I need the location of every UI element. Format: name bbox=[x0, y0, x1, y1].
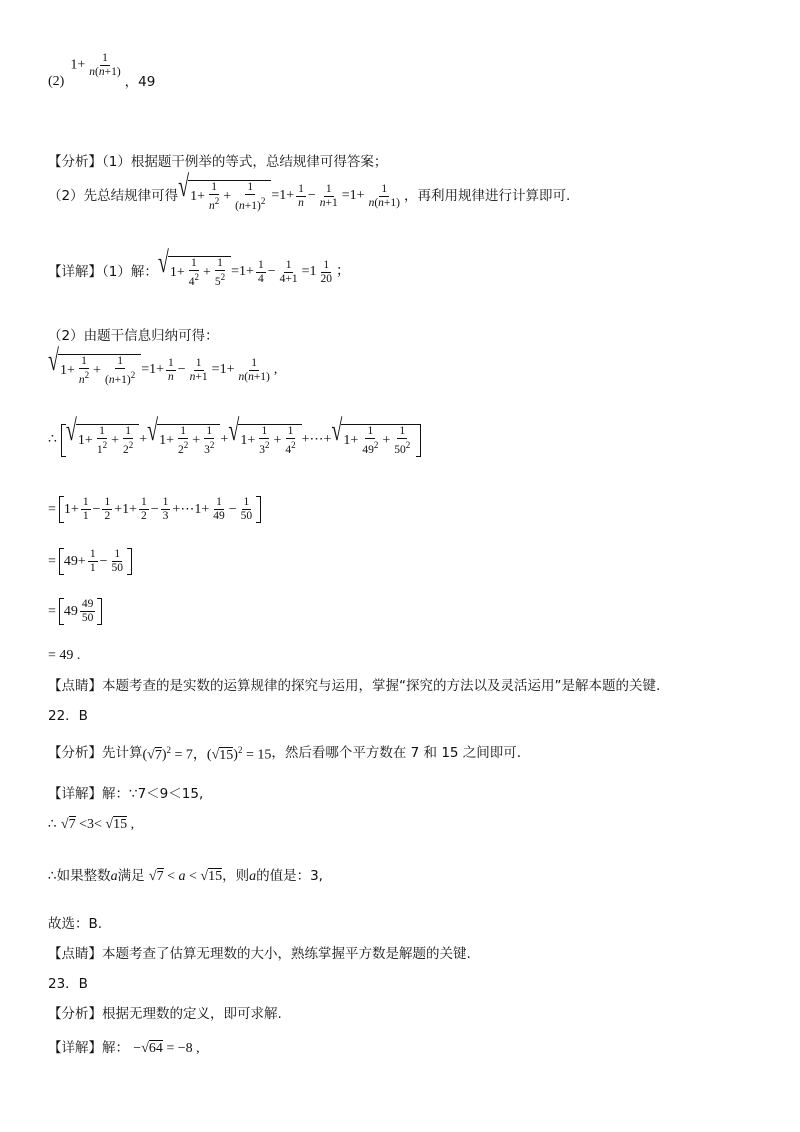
detail-23: 【详解】解： −√64 = −8 , bbox=[48, 1040, 200, 1056]
sum-result: = 49 . bbox=[48, 648, 81, 663]
detail-2-intro: （2）由题干信息归纳可得： bbox=[48, 328, 219, 344]
detail-1: 【详解】（1）解： √ 1+ $\frac{1}{4^2}$ + $\frac{1}{5^2}$ =1+ $\frac{1}{4}$ − $\frac{1}{4+1}$ =1 $\frac{1}{20}$ ； bbox=[48, 246, 350, 288]
detail-22-a: 【详解】解：∵7＜9＜15, bbox=[48, 786, 204, 802]
sum-step-3: = 49 $\frac{49}{50}$ bbox=[48, 598, 102, 625]
question-22-answer: 22．B bbox=[48, 708, 88, 724]
question-23-answer: 23．B bbox=[48, 976, 88, 992]
sum-expression: ∴ √ 1+ $\frac{1}{1^2}$ + $\frac{1}{2^2}$ + √ 1+ $\frac{1}{2^2}$ + $\frac{1}{3^2}$ + √ 1+ $\frac{1}{3^2}$ + $\frac{1}{4^2}$ +⋯+ √ 1+ $\frac{1}{49^2}$ + $\frac{1}{50^2}$ bbox=[48, 424, 421, 457]
analysis-2: （2）先总结规律可得 √ 1+ $\frac{1}{n^2}$ + $\frac{1}{(n+1)^2}$ =1+ $\frac{1}{n}$ − $\frac{1}{n+1}$ =1+ $\frac{1}{n(n+1)}$ ，再利用规律进行计算即可. bbox=[48, 170, 571, 212]
key-point-1: 【点睛】本题考查的是实数的运算规律的探究与运用，掌握“探究的方法以及灵活运用”是解本题的关键. bbox=[48, 678, 661, 694]
sum-step-1: = 1+ $\frac{1}{1}$ − $\frac{1}{2}$ +1+ $\frac{1}{2}$ − $\frac{1}{3}$ +⋯1+ $\frac{1}{49}$ − $\frac{1}{50}$ bbox=[48, 496, 261, 523]
selection-22: 故选：B. bbox=[48, 916, 103, 932]
part2-answer: (2) 1+ $\frac{1}{n(n+1)}$ ，49 bbox=[48, 51, 156, 90]
detail-22-b: ∴ √7 <3< √15 , bbox=[48, 816, 135, 832]
sum-step-2: = 49+ $\frac{1}{1}$ − $\frac{1}{50}$ bbox=[48, 548, 132, 575]
general-formula: √ 1+ $\frac{1}{n^2}$ + $\frac{1}{(n+1)^2}$ =1+ $\frac{1}{n}$ − $\frac{1}{n+1}$ =1+ $\frac{1}{n(n+1)}$ , bbox=[48, 344, 278, 386]
part-label: (2) bbox=[48, 74, 65, 89]
detail-22-c: ∴如果整数a满足 √7 < a < √15，则a的值是：3, bbox=[48, 868, 323, 884]
key-point-2: 【点睛】本题考查了估算无理数的大小，熟练掌握平方数是解题的关键. bbox=[48, 946, 471, 962]
answer-value: ，49 bbox=[124, 74, 156, 90]
analysis-22: 【分析】先计算 $(√7)^2 = 7$，$(√15)^2 = 15$ ，然后看哪个平方数在 7 和 15 之间即可. bbox=[48, 744, 522, 763]
analysis-1: 【分析】（1）根据题干例举的等式，总结规律可得答案； bbox=[48, 154, 388, 170]
analysis-23: 【分析】根据无理数的定义，即可求解. bbox=[48, 1006, 282, 1022]
